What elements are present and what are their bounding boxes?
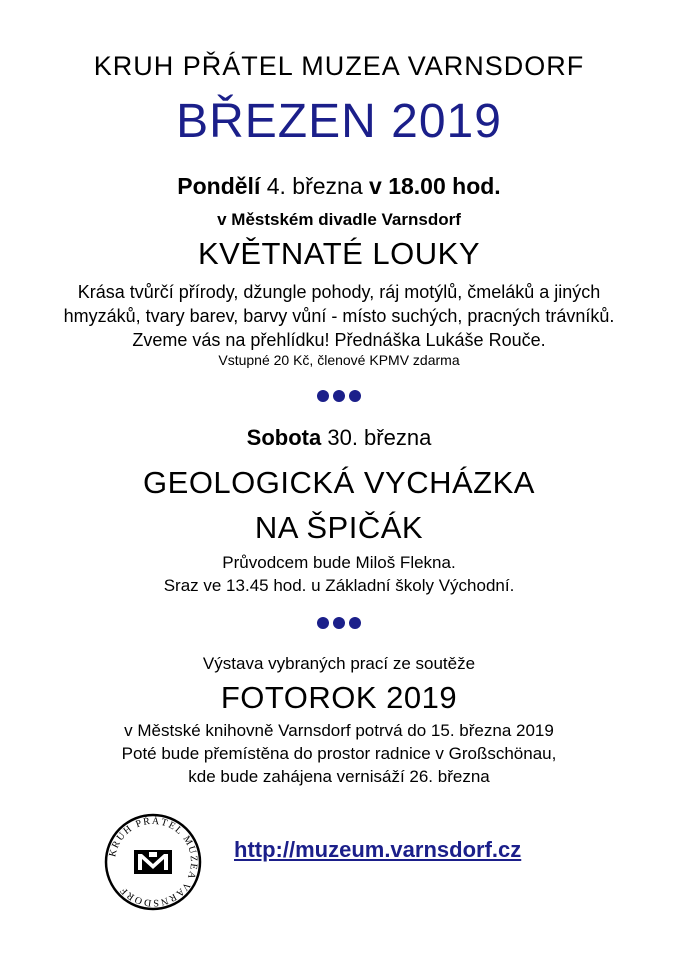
event1-time: v 18.00 hod. <box>369 173 501 199</box>
event3-description-line: v Městské knihovně Varnsdorf potrvá do 15. března 2019 <box>124 721 554 740</box>
event3-intro: Výstava vybraných prací ze soutěže <box>202 654 476 673</box>
event1-venue: v Městském divadle Varnsdorf <box>217 210 461 229</box>
event3-title: FOTOROK 2019 <box>220 680 458 715</box>
organization-name: KRUH PŘÁTEL MUZEA VARNSDORF <box>93 51 585 81</box>
event1-date-text: 4. března <box>260 173 370 199</box>
event3-description-line: kde bude zahájena vernisáží 26. března <box>188 767 490 786</box>
dot-icon <box>333 617 345 629</box>
event2-title-line1: GEOLOGICKÁ VYCHÁZKA <box>143 465 535 500</box>
event1-day: Pondělí <box>177 173 261 199</box>
separator-dots <box>0 617 678 629</box>
museum-logo <box>103 812 203 912</box>
separator-dots <box>0 390 678 402</box>
event2-title-line2: NA ŠPIČÁK <box>254 510 424 545</box>
event2-date-text: 30. března <box>321 425 432 450</box>
event1-fee: Vstupné 20 Kč, členové KPMV zdarma <box>218 352 460 368</box>
event1-title: KVĚTNATÉ LOUKY <box>197 236 481 271</box>
event1-description-line: Krása tvůrčí přírody, džungle pohody, ráj motýlů, čmeláků a jiných <box>77 282 601 302</box>
event3-description-line: Poté bude přemístěna do prostor radnice v Großschönau, <box>121 744 557 763</box>
dot-icon <box>349 390 361 402</box>
dot-icon <box>349 617 361 629</box>
website-link[interactable]: http://muzeum.varnsdorf.cz <box>234 837 522 862</box>
event1-description-line: Zveme vás na přehlídku! Přednáška Lukáše Rouče. <box>132 330 546 350</box>
event1-date <box>0 173 678 200</box>
event2-description-line: Sraz ve 13.45 hod. u Základní školy Východní. <box>163 576 515 595</box>
event2-description-line: Průvodcem bude Miloš Flekna. <box>222 553 456 572</box>
museum-seal-icon <box>103 812 203 912</box>
event2-day: Sobota <box>246 425 322 450</box>
month-title: BŘEZEN 2019 <box>176 95 502 148</box>
dot-icon <box>317 390 329 402</box>
event1-description-line: hmyzáků, tvary barev, barvy vůní - místo suchých, pracných trávníků. <box>63 306 615 326</box>
dot-icon <box>317 617 329 629</box>
dot-icon <box>333 390 345 402</box>
event2-date <box>0 425 678 451</box>
logo-ring-text: KRUH PŘÁTEL MUZEA VARNSDORF <box>107 815 200 909</box>
